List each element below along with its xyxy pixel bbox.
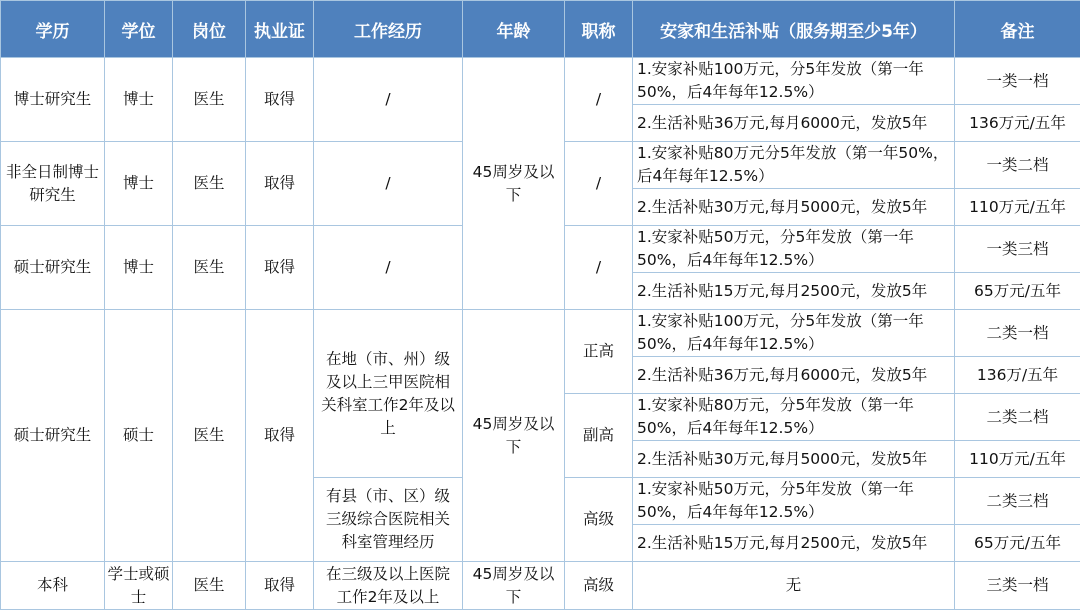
header-degree: 学位	[105, 1, 173, 58]
table-row	[1, 58, 1080, 105]
cell-tier: 三类一档	[955, 562, 1080, 610]
cell-position: 医生	[173, 226, 246, 310]
header-remarks: 备注	[955, 1, 1080, 58]
cell-degree: 学士或硕士	[105, 562, 173, 610]
cell-position: 医生	[173, 310, 246, 562]
cell-subsidy-living: 2.生活补贴15万元,每月2500元，发放5年	[633, 525, 955, 562]
cell-title: /	[565, 142, 633, 226]
cell-subsidy-home: 1.安家补贴50万元，分5年发放（第一年50%，后4年每年12.5%）	[633, 226, 955, 273]
cell-subsidy-home: 1.安家补贴100万元，分5年发放（第一年50%，后4年每年12.5%）	[633, 58, 955, 105]
cell-tier: 一类三档	[955, 226, 1080, 273]
cell-experience: /	[314, 142, 463, 226]
cell-subsidy-home: 1.安家补贴80万元分5年发放（第一年50%，后4年每年12.5%）	[633, 142, 955, 189]
cell-subsidy-home: 1.安家补贴100万元，分5年发放（第一年50%，后4年每年12.5%）	[633, 310, 955, 357]
cell-degree: 博士	[105, 58, 173, 142]
cell-experience: 在地（市、州）级及以上三甲医院相关科室工作2年及以上	[314, 310, 463, 478]
cell-subsidy-home: 1.安家补贴50万元，分5年发放（第一年50%，后4年每年12.5%）	[633, 478, 955, 525]
header-license: 执业证	[246, 1, 314, 58]
cell-license: 取得	[246, 226, 314, 310]
cell-title: /	[565, 226, 633, 310]
cell-total: 65万元/五年	[955, 525, 1080, 562]
cell-tier: 二类一档	[955, 310, 1080, 357]
cell-experience: /	[314, 58, 463, 142]
cell-experience: /	[314, 226, 463, 310]
cell-subsidy-living: 2.生活补贴30万元,每月5000元，发放5年	[633, 189, 955, 226]
header-row	[1, 1, 1080, 58]
cell-subsidy-living: 2.生活补贴36万元,每月6000元，发放5年	[633, 357, 955, 394]
cell-subsidy: 无	[633, 562, 955, 610]
cell-total: 110万元/五年	[955, 189, 1080, 226]
cell-degree: 博士	[105, 142, 173, 226]
cell-total: 136万元/五年	[955, 105, 1080, 142]
cell-age: 45周岁及以下	[463, 58, 565, 310]
cell-education: 非全日制博士研究生	[1, 142, 105, 226]
cell-license: 取得	[246, 562, 314, 610]
cell-tier: 一类二档	[955, 142, 1080, 189]
header-education: 学历	[1, 1, 105, 58]
cell-license: 取得	[246, 310, 314, 562]
cell-tier: 二类二档	[955, 394, 1080, 441]
header-position: 岗位	[173, 1, 246, 58]
cell-education: 硕士研究生	[1, 310, 105, 562]
cell-total: 65万元/五年	[955, 273, 1080, 310]
cell-total: 136万/五年	[955, 357, 1080, 394]
cell-title: /	[565, 58, 633, 142]
cell-age: 45周岁及以下	[463, 310, 565, 562]
cell-total: 110万元/五年	[955, 441, 1080, 478]
cell-title: 高级	[565, 478, 633, 562]
cell-subsidy-home: 1.安家补贴80万元，分5年发放（第一年50%，后4年每年12.5%）	[633, 394, 955, 441]
cell-license: 取得	[246, 58, 314, 142]
cell-education: 本科	[1, 562, 105, 610]
cell-title: 副高	[565, 394, 633, 478]
table-row	[1, 562, 1080, 610]
cell-subsidy-living: 2.生活补贴30万元,每月5000元，发放5年	[633, 441, 955, 478]
cell-subsidy-living: 2.生活补贴36万元,每月6000元，发放5年	[633, 105, 955, 142]
cell-education: 硕士研究生	[1, 226, 105, 310]
header-subsidy: 安家和生活补贴（服务期至少5年）	[633, 1, 955, 58]
cell-subsidy-living: 2.生活补贴15万元,每月2500元，发放5年	[633, 273, 955, 310]
cell-experience: 在三级及以上医院工作2年及以上	[314, 562, 463, 610]
cell-license: 取得	[246, 142, 314, 226]
cell-degree: 博士	[105, 226, 173, 310]
cell-title: 高级	[565, 562, 633, 610]
cell-position: 医生	[173, 142, 246, 226]
table-row	[1, 310, 1080, 357]
cell-title: 正高	[565, 310, 633, 394]
cell-education: 博士研究生	[1, 58, 105, 142]
header-title: 职称	[565, 1, 633, 58]
header-age: 年龄	[463, 1, 565, 58]
cell-experience: 有县（市、区）级三级综合医院相关科室管理经历	[314, 478, 463, 562]
cell-tier: 一类一档	[955, 58, 1080, 105]
cell-position: 医生	[173, 58, 246, 142]
cell-position: 医生	[173, 562, 246, 610]
cell-tier: 二类三档	[955, 478, 1080, 525]
cell-degree: 硕士	[105, 310, 173, 562]
cell-age: 45周岁及以下	[463, 562, 565, 610]
header-experience: 工作经历	[314, 1, 463, 58]
